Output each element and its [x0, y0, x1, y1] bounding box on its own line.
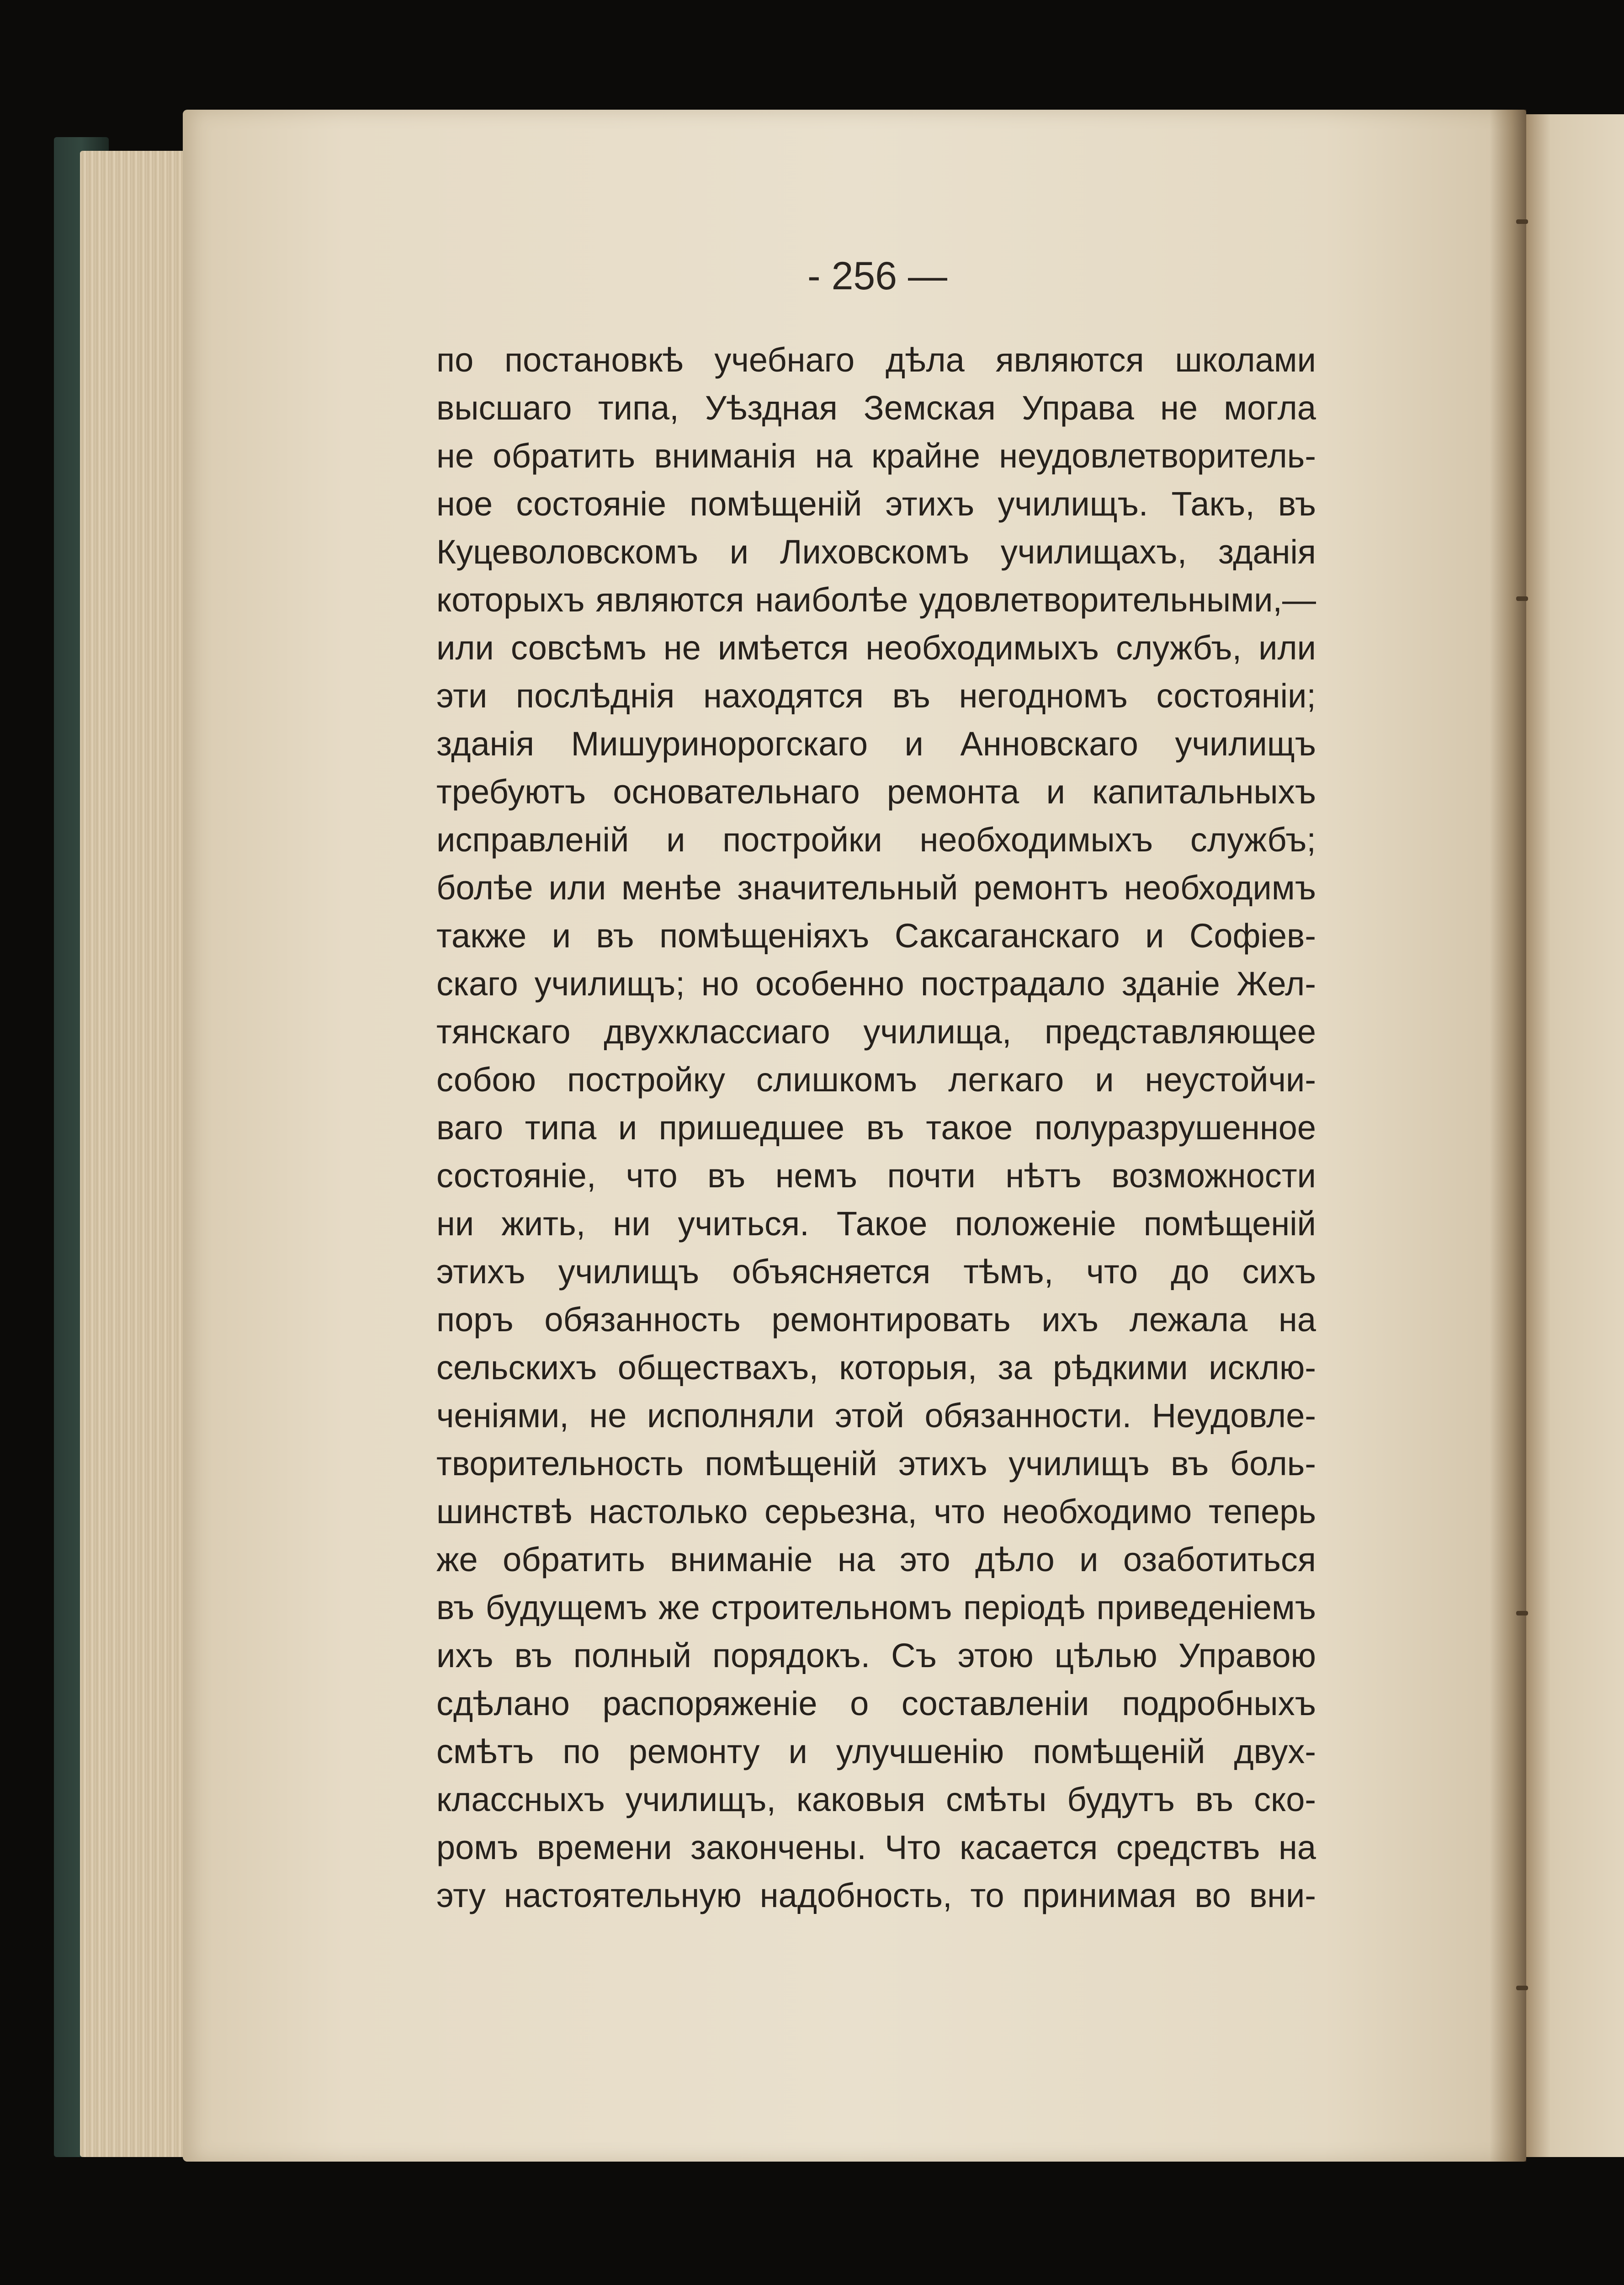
text-line: ченіями, не исполняли этой обязанности. Неудовле- [436, 1397, 1316, 1435]
text-line: исправленій и постройки необходимыхъ службъ; [436, 821, 1316, 859]
text-line: классныхъ училищъ, каковыя смѣты будутъ въ ско- [436, 1780, 1316, 1818]
text-line: собою постройку слишкомъ легкаго и неустойчи- [436, 1061, 1316, 1099]
facing-page [1526, 114, 1624, 2157]
text-line: ваго типа и пришедшее въ такое полуразрушенное [436, 1109, 1316, 1147]
body-text [436, 336, 1316, 1919]
page-stack-edge [80, 151, 199, 2157]
text-line: состояніе, что въ немъ почти нѣтъ возможности [436, 1157, 1316, 1195]
text-line: этихъ училищъ объясняется тѣмъ, что до сихъ [436, 1253, 1316, 1291]
text-line: же обратить вниманіе на это дѣло и озаботиться [436, 1541, 1316, 1578]
text-line: ихъ въ полный порядокъ. Съ этою цѣлью Управою [436, 1637, 1316, 1674]
text-line: ни жить, ни учиться. Такое положеніе помѣщеній [436, 1205, 1316, 1243]
text-line: ное состояніе помѣщеній этихъ училищъ. Такъ, въ [436, 485, 1316, 523]
binding-gutter [1490, 110, 1526, 2162]
text-line: или совсѣмъ не имѣется необходимыхъ службъ, или [436, 629, 1316, 667]
page-number: - 256 — [807, 254, 947, 298]
binding-stitch [1516, 1986, 1528, 1990]
text-line: въ будущемъ же строительномъ періодѣ приведеніемъ [436, 1589, 1316, 1626]
text-line: эти послѣднія находятся въ негодномъ состояніи; [436, 677, 1316, 715]
text-line: которыхъ являются наиболѣе удовлетворительными,— [436, 581, 1316, 619]
binding-stitch [1516, 596, 1528, 601]
text-line: поръ обязанность ремонтировать ихъ лежала на [436, 1301, 1316, 1339]
text-line: высшаго типа, Уѣздная Земская Управа не могла [436, 389, 1316, 427]
text-line: эту настоятельную надобность, то принимая во вни- [436, 1876, 1316, 1914]
text-line: не обратить вниманія на крайне неудовлетворитель- [436, 437, 1316, 475]
text-line: тянскаго двухклассиаго училища, представляющее [436, 1013, 1316, 1051]
text-line: творительность помѣщеній этихъ училищъ въ боль- [436, 1445, 1316, 1483]
text-line: ромъ времени закончены. Что касается средствъ на [436, 1828, 1316, 1866]
text-line: также и въ помѣщеніяхъ Саксаганскаго и Софіев- [436, 917, 1316, 955]
text-line: шинствѣ настолько серьезна, что необходимо теперь [436, 1493, 1316, 1530]
text-line: зданія Мишуринорогскаго и Анновскаго училищъ [436, 725, 1316, 763]
text-line: скаго училищъ; но особенно пострадало зданіе Жел- [436, 965, 1316, 1003]
text-line: по постановкѣ учебнаго дѣла являются школами [436, 341, 1316, 379]
text-line: болѣе или менѣе значительный ремонтъ необходимъ [436, 869, 1316, 907]
text-line: сельскихъ обществахъ, которыя, за рѣдкими исклю- [436, 1349, 1316, 1387]
text-line: сдѣлано распоряженіе о составленіи подробныхъ [436, 1685, 1316, 1722]
text-line: Куцеволовскомъ и Лиховскомъ училищахъ, зданія [436, 533, 1316, 571]
binding-stitch [1516, 1611, 1528, 1615]
text-line: смѣтъ по ремонту и улучшенію помѣщеній двух- [436, 1732, 1316, 1770]
text-line: требуютъ основательнаго ремонта и капитальныхъ [436, 773, 1316, 811]
binding-stitch [1516, 219, 1528, 224]
